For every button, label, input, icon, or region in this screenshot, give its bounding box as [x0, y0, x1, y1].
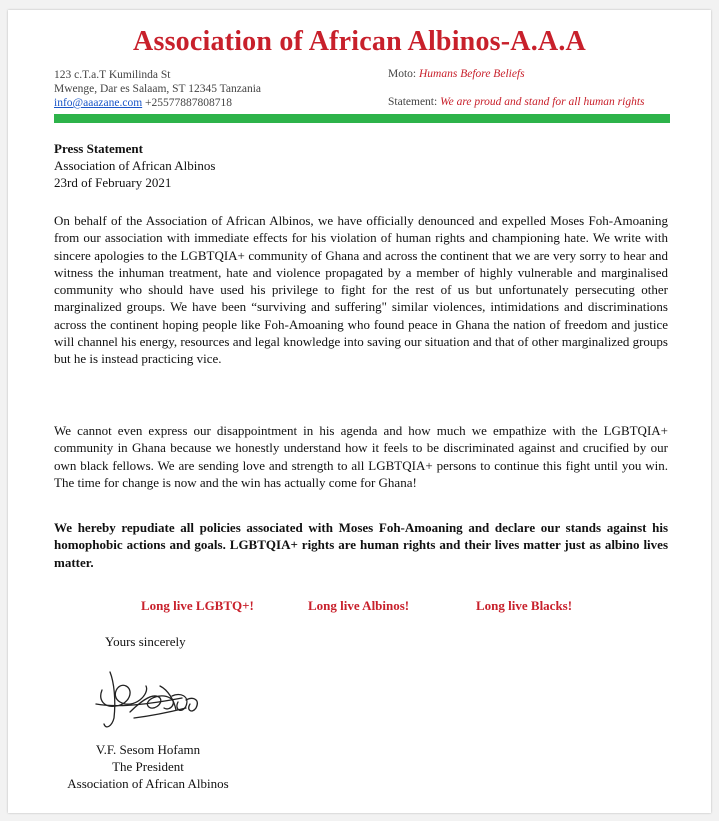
press-org: Association of African Albinos: [54, 158, 216, 173]
press-heading: Press Statement: [54, 141, 143, 156]
contact-line: [54, 96, 261, 110]
header-divider: [54, 114, 670, 123]
signatory-role: The President: [112, 759, 184, 774]
moto-label: Moto:: [388, 68, 417, 80]
body-paragraph-3: We hereby repudiate all policies associated with Moses Foh-Amoaning and declare our stands against his homophobic actions and goals. LGBTQIA+ rights are human rights and their lives matter just as albino lives matter.: [54, 520, 668, 570]
moto-line: [388, 68, 525, 80]
address-block: [54, 68, 261, 110]
statement-value: We are proud and stand for all human rights: [440, 96, 645, 108]
signature-icon: [90, 656, 210, 736]
signatory-name: V.F. Sesom Hofamn: [95, 742, 201, 757]
signatory-org: Association of African Albinos: [67, 776, 229, 791]
letter-page: [8, 10, 711, 813]
slogan-lgbtq: Long live LGBTQ+!: [141, 598, 254, 613]
slogan-blacks: Long live Blacks!: [476, 598, 573, 613]
address-line-2: Mwenge, Dar es Salaam, ST 12345 Tanzania: [54, 83, 261, 95]
email-link[interactable]: info@aaazane.com: [54, 97, 143, 109]
closing-salutation: Yours sincerely: [105, 634, 186, 649]
address-line-1: 123 c.T.a.T Kumilinda St: [54, 69, 171, 81]
press-header: [54, 140, 215, 191]
phone-number: +25577887808718: [145, 97, 233, 109]
signature-block: [58, 741, 238, 792]
slogan-albinos: Long live Albinos!: [308, 598, 410, 613]
press-date: 23rd of February 2021: [54, 175, 172, 190]
statement-line: [388, 96, 645, 108]
body-paragraph-1: On behalf of the Association of African Albinos, we have officially denounced and expelled Moses Foh-Amoaning from our association with immediate effects for his violation of human rights and championing hate. We write with sincere apologies to the LGBTQIA+ community of Ghana and across the continent that we are very sorry to hear and witness the inhuman treatment, hate and violence propagated by a member of highly vulnerable and marginalised community who should have used his privilege to fight for the rest of us but unfortunately persecuting other marginalized groups. We have been “surviving and suffering" similar violences, intimidations and discriminations across the continent hoping people like Foh-Amoaning who found peace in Ghana the nation of freedom and justice will channel his energy, resources and legal knowledge into saving our situation and that of other marginalized groups but he is instead practicing vice.: [54, 213, 668, 367]
moto-value: Humans Before Beliefs: [419, 68, 525, 80]
statement-label: Statement:: [388, 96, 438, 108]
body-paragraph-2: We cannot even express our disappointment in his agenda and how much we empathize with the LGBTQIA+ community in Ghana because we honestly understand how it feels to be discriminated against and crucified by our own black fellows. We are sending love and strength to all LGBTQIA+ persons to continue this fight until you win. The time for change is now and the win has actually come for Ghana!: [54, 423, 668, 490]
organization-title: Association of African Albinos-A.A.A: [133, 26, 586, 57]
